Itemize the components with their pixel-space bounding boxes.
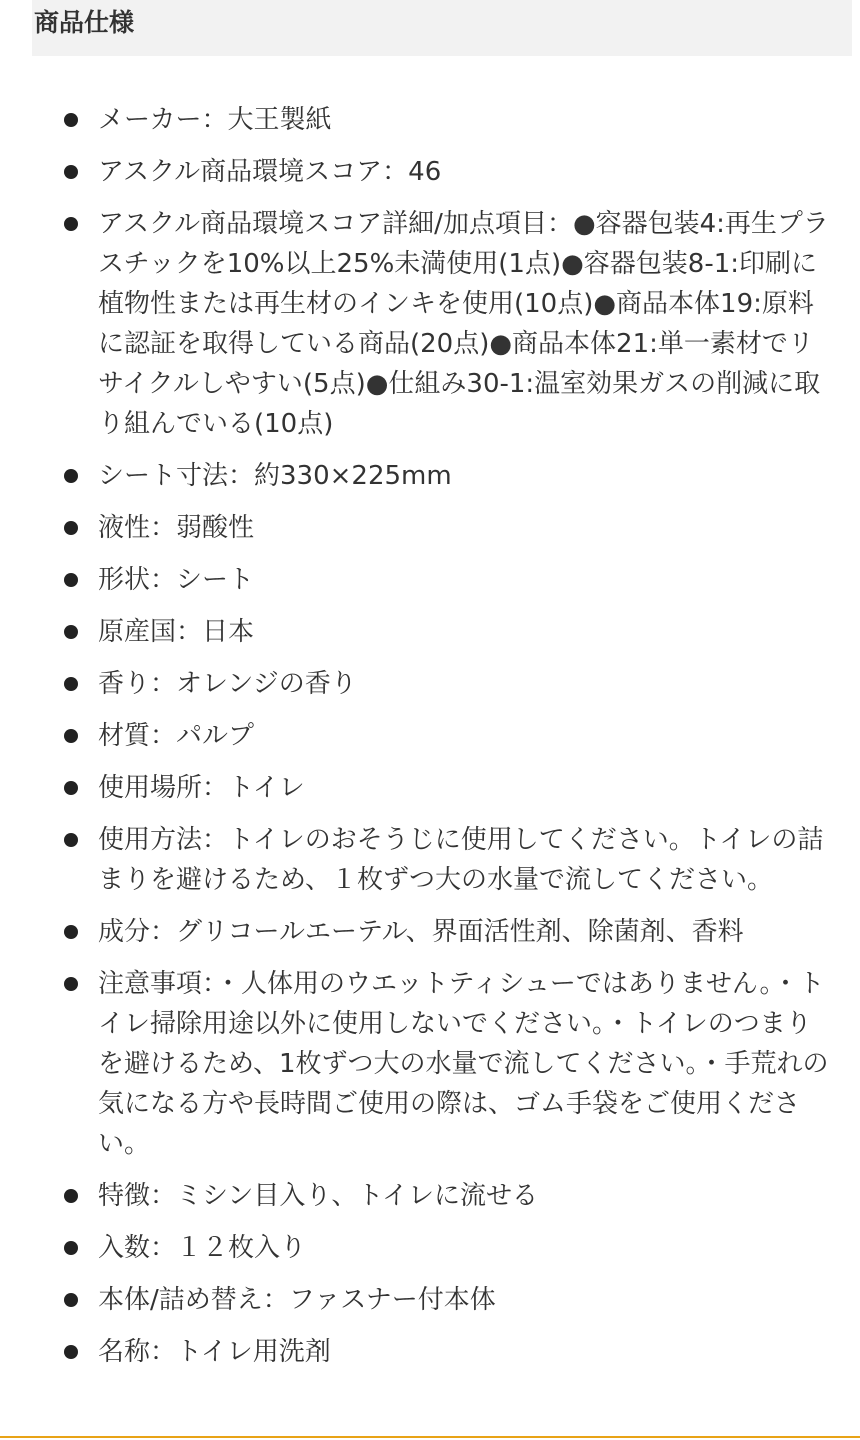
- spec-item: [64, 1228, 834, 1268]
- bullet-icon: [64, 113, 78, 127]
- spec-text: 特徴：ミシン目入り、トイレに流せる: [98, 1181, 539, 1211]
- bullet-icon: [64, 925, 78, 939]
- bullet-icon: [64, 729, 78, 743]
- bullet-icon: [64, 469, 78, 483]
- bullet-icon: [64, 833, 78, 847]
- bullet-icon: [64, 521, 78, 535]
- bullet-icon: [64, 977, 78, 991]
- spec-item: [64, 612, 834, 652]
- spec-text: 入数：１２枚入り: [98, 1233, 307, 1263]
- spec-text: 注意事項：・人体用のウエットティシューではありません。・トイレ掃除用途以外に使用しないでください。・トイレのつまりを避けるため、1枚ずつ大の水量で流してください。・手荒れの気になる方や長時間ご使用の際は、ゴム手袋をご使用ください。: [98, 969, 829, 1159]
- bullet-icon: [64, 1189, 78, 1203]
- spec-item: [64, 768, 834, 808]
- spec-item: [64, 716, 834, 756]
- spec-text: 形状：シート: [98, 565, 255, 595]
- bullet-icon: [64, 165, 78, 179]
- spec-item: [64, 100, 834, 140]
- spec-text: シート寸法：約330×225mm: [98, 461, 452, 491]
- footer-divider: [0, 1436, 860, 1438]
- spec-item: [64, 1280, 834, 1320]
- spec-item: [64, 820, 834, 900]
- bullet-icon: [64, 217, 78, 231]
- spec-text: メーカー：大王製紙: [98, 105, 332, 135]
- spec-text: 本体/詰め替え：ファスナー付本体: [98, 1285, 496, 1315]
- spec-text: 原産国：日本: [98, 617, 255, 647]
- spec-text: 成分：グリコールエーテル、界面活性剤、除菌剤、香料: [98, 917, 744, 947]
- spec-item: [64, 204, 834, 444]
- spec-text: 使用場所：トイレ: [98, 773, 305, 803]
- section-header: [32, 0, 852, 56]
- spec-text: 液性：弱酸性: [98, 513, 255, 543]
- spec-item: [64, 1176, 834, 1216]
- bullet-icon: [64, 1293, 78, 1307]
- bullet-icon: [64, 573, 78, 587]
- spec-item: [64, 1332, 834, 1372]
- bullet-icon: [64, 781, 78, 795]
- bullet-icon: [64, 1241, 78, 1255]
- spec-text: アスクル商品環境スコア詳細/加点項目：●容器包装4:再生プラスチックを10%以上25%未満使用(1点)●容器包装8-1:印刷に植物性または再生材のインキを使用(10点)●商品本体19:原料に認証を取得している商品(20点)●商品本体21:単一素材でリサイクルしやすい(5点)●仕組み30-1:温室効果ガスの削減に取り組んでいる(10点): [98, 209, 829, 439]
- spec-item: [64, 152, 834, 192]
- bullet-icon: [64, 677, 78, 691]
- spec-text: アスクル商品環境スコア：46: [98, 157, 442, 187]
- spec-text: 材質：パルプ: [98, 721, 255, 751]
- spec-item: [64, 664, 834, 704]
- spec-text: 名称：トイレ用洗剤: [98, 1337, 331, 1367]
- spec-item: [64, 508, 834, 548]
- spec-item: [64, 912, 834, 952]
- spec-item: [64, 560, 834, 600]
- spec-text: 香り：オレンジの香り: [98, 669, 357, 699]
- bullet-icon: [64, 625, 78, 639]
- spec-item: [64, 964, 834, 1164]
- spec-item: [64, 456, 834, 496]
- spec-text: 使用方法：トイレのおそうじに使用してください。トイレの詰まりを避けるため、１枚ずつ大の水量で流してください。: [98, 825, 824, 895]
- bullet-icon: [64, 1345, 78, 1359]
- section-title: 商品仕様: [34, 8, 135, 37]
- spec-list: [64, 100, 834, 1384]
